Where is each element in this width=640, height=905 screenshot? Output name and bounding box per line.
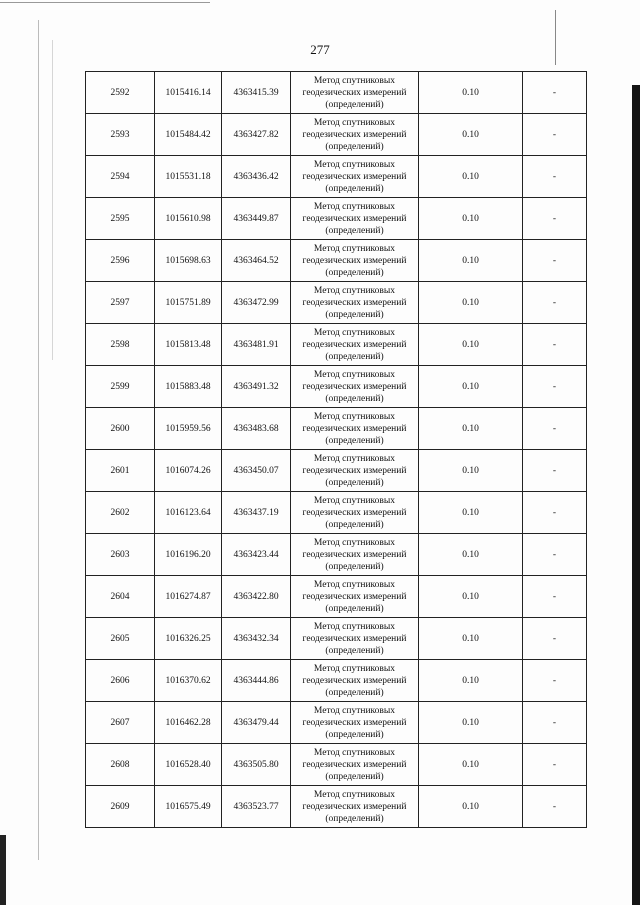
x-coordinate-cell: 1016274.87 (155, 576, 222, 618)
note-cell: - (523, 450, 587, 492)
method-cell (291, 576, 419, 618)
x-coordinate-cell: 1015813.48 (155, 324, 222, 366)
method-line: (определений) (325, 435, 384, 446)
point-number-cell: 2608 (86, 744, 155, 786)
point-number-cell: 2597 (86, 282, 155, 324)
method-line: (определений) (325, 519, 384, 530)
method-line: (определений) (325, 351, 384, 362)
method-line: Метод спутниковых (313, 453, 396, 464)
note-cell: - (523, 660, 587, 702)
y-coordinate-cell: 4363450.07 (222, 450, 291, 492)
method-cell (291, 366, 419, 408)
method-line: (определений) (325, 645, 384, 656)
point-number-cell: 2603 (86, 534, 155, 576)
coordinates-table-body (86, 72, 587, 828)
x-coordinate-cell: 1016462.28 (155, 702, 222, 744)
method-text (303, 75, 407, 111)
method-line: геодезических измерений (302, 87, 407, 98)
note-cell: - (523, 408, 587, 450)
method-cell (291, 618, 419, 660)
point-number-cell: 2592 (86, 72, 155, 114)
method-line: Метод спутниковых (313, 201, 396, 212)
method-line: (определений) (325, 267, 384, 278)
table-row (86, 240, 587, 282)
method-line: Метод спутниковых (313, 327, 396, 338)
table-row (86, 576, 587, 618)
method-line: Метод спутниковых (313, 621, 396, 632)
point-number-cell: 2604 (86, 576, 155, 618)
scan-artifact-left-line-secondary (52, 40, 53, 360)
method-cell (291, 324, 419, 366)
x-coordinate-cell: 1015531.18 (155, 156, 222, 198)
y-coordinate-cell: 4363464.52 (222, 240, 291, 282)
accuracy-cell: 0.10 (419, 156, 523, 198)
method-cell (291, 72, 419, 114)
note-cell: - (523, 786, 587, 828)
method-line: Метод спутниковых (313, 705, 396, 716)
method-text (303, 453, 407, 489)
method-line: Метод спутниковых (313, 117, 396, 128)
method-cell (291, 702, 419, 744)
method-text (303, 411, 407, 447)
method-line: Метод спутниковых (313, 285, 396, 296)
table-row (86, 324, 587, 366)
method-cell (291, 198, 419, 240)
method-cell (291, 240, 419, 282)
point-number-cell: 2596 (86, 240, 155, 282)
method-text (303, 537, 407, 573)
table-row (86, 744, 587, 786)
accuracy-cell: 0.10 (419, 240, 523, 282)
table-row (86, 534, 587, 576)
method-text (303, 579, 407, 615)
method-line: геодезических измерений (302, 213, 407, 224)
point-number-cell: 2594 (86, 156, 155, 198)
table-row (86, 114, 587, 156)
x-coordinate-cell: 1016528.40 (155, 744, 222, 786)
method-line: (определений) (325, 99, 384, 110)
coordinates-table (85, 71, 587, 828)
note-cell: - (523, 702, 587, 744)
x-coordinate-cell: 1016074.26 (155, 450, 222, 492)
accuracy-cell: 0.10 (419, 282, 523, 324)
y-coordinate-cell: 4363505.80 (222, 744, 291, 786)
method-line: (определений) (325, 393, 384, 404)
y-coordinate-cell: 4363479.44 (222, 702, 291, 744)
point-number-cell: 2595 (86, 198, 155, 240)
x-coordinate-cell: 1016326.25 (155, 618, 222, 660)
method-line: Метод спутниковых (313, 537, 396, 548)
accuracy-cell: 0.10 (419, 576, 523, 618)
point-number-cell: 2598 (86, 324, 155, 366)
accuracy-cell: 0.10 (419, 366, 523, 408)
note-cell: - (523, 114, 587, 156)
point-number-cell: 2609 (86, 786, 155, 828)
method-text (303, 663, 407, 699)
table-row (86, 198, 587, 240)
accuracy-cell: 0.10 (419, 618, 523, 660)
note-cell: - (523, 576, 587, 618)
method-text (303, 327, 407, 363)
method-line: геодезических измерений (302, 297, 407, 308)
method-line: Метод спутниковых (313, 747, 396, 758)
table-row (86, 72, 587, 114)
method-line: Метод спутниковых (313, 243, 396, 254)
table-row (86, 282, 587, 324)
note-cell: - (523, 618, 587, 660)
point-number-cell: 2606 (86, 660, 155, 702)
method-line: Метод спутниковых (313, 369, 396, 380)
y-coordinate-cell: 4363422.80 (222, 576, 291, 618)
method-line: (определений) (325, 603, 384, 614)
method-text (303, 495, 407, 531)
note-cell: - (523, 366, 587, 408)
method-line: геодезических измерений (302, 801, 407, 812)
method-text (303, 117, 407, 153)
x-coordinate-cell: 1016575.49 (155, 786, 222, 828)
x-coordinate-cell: 1015959.56 (155, 408, 222, 450)
scan-artifact-right-edge (632, 85, 640, 905)
table-row (86, 450, 587, 492)
accuracy-cell: 0.10 (419, 198, 523, 240)
y-coordinate-cell: 4363491.32 (222, 366, 291, 408)
method-line: (определений) (325, 141, 384, 152)
method-text (303, 285, 407, 321)
y-coordinate-cell: 4363436.42 (222, 156, 291, 198)
x-coordinate-cell: 1015883.48 (155, 366, 222, 408)
method-line: геодезических измерений (302, 129, 407, 140)
accuracy-cell: 0.10 (419, 114, 523, 156)
method-line: геодезических измерений (302, 717, 407, 728)
y-coordinate-cell: 4363444.86 (222, 660, 291, 702)
point-number-cell: 2599 (86, 366, 155, 408)
method-line: геодезических измерений (302, 171, 407, 182)
page-number: 277 (310, 42, 330, 57)
method-text (303, 159, 407, 195)
table-row (86, 156, 587, 198)
method-line: Метод спутниковых (313, 789, 396, 800)
method-line: (определений) (325, 477, 384, 488)
method-cell (291, 156, 419, 198)
method-line: геодезических измерений (302, 549, 407, 560)
table-row (86, 618, 587, 660)
method-line: геодезических измерений (302, 591, 407, 602)
method-line: Метод спутниковых (313, 663, 396, 674)
method-cell (291, 492, 419, 534)
scan-artifact-top-line (0, 2, 210, 3)
x-coordinate-cell: 1016196.20 (155, 534, 222, 576)
method-line: (определений) (325, 309, 384, 320)
method-line: геодезических измерений (302, 423, 407, 434)
method-text (303, 789, 407, 825)
method-line: геодезических измерений (302, 759, 407, 770)
method-line: (определений) (325, 771, 384, 782)
method-text (303, 621, 407, 657)
y-coordinate-cell: 4363472.99 (222, 282, 291, 324)
method-line: (определений) (325, 561, 384, 572)
table-row (86, 366, 587, 408)
method-text (303, 705, 407, 741)
x-coordinate-cell: 1016123.64 (155, 492, 222, 534)
method-line: геодезических измерений (302, 465, 407, 476)
y-coordinate-cell: 4363432.34 (222, 618, 291, 660)
method-cell (291, 408, 419, 450)
y-coordinate-cell: 4363483.68 (222, 408, 291, 450)
note-cell: - (523, 492, 587, 534)
method-cell (291, 450, 419, 492)
method-text (303, 243, 407, 279)
accuracy-cell: 0.10 (419, 324, 523, 366)
x-coordinate-cell: 1015484.42 (155, 114, 222, 156)
method-line: Метод спутниковых (313, 495, 396, 506)
x-coordinate-cell: 1015610.98 (155, 198, 222, 240)
scan-artifact-bottom-left (0, 835, 6, 905)
method-line: (определений) (325, 729, 384, 740)
point-number-cell: 2593 (86, 114, 155, 156)
y-coordinate-cell: 4363427.82 (222, 114, 291, 156)
note-cell: - (523, 72, 587, 114)
accuracy-cell: 0.10 (419, 492, 523, 534)
method-cell (291, 534, 419, 576)
accuracy-cell: 0.10 (419, 702, 523, 744)
x-coordinate-cell: 1016370.62 (155, 660, 222, 702)
method-line: Метод спутниковых (313, 159, 396, 170)
method-cell (291, 282, 419, 324)
table-row (86, 408, 587, 450)
accuracy-cell: 0.10 (419, 450, 523, 492)
y-coordinate-cell: 4363481.91 (222, 324, 291, 366)
table-row (86, 492, 587, 534)
method-cell (291, 744, 419, 786)
x-coordinate-cell: 1015751.89 (155, 282, 222, 324)
accuracy-cell: 0.10 (419, 786, 523, 828)
method-cell (291, 786, 419, 828)
note-cell: - (523, 282, 587, 324)
method-line: (определений) (325, 183, 384, 194)
method-text (303, 747, 407, 783)
y-coordinate-cell: 4363449.87 (222, 198, 291, 240)
y-coordinate-cell: 4363437.19 (222, 492, 291, 534)
method-line: Метод спутниковых (313, 579, 396, 590)
point-number-cell: 2601 (86, 450, 155, 492)
x-coordinate-cell: 1015698.63 (155, 240, 222, 282)
method-line: геодезических измерений (302, 675, 407, 686)
method-line: геодезических измерений (302, 255, 407, 266)
point-number-cell: 2602 (86, 492, 155, 534)
note-cell: - (523, 156, 587, 198)
table-row (86, 786, 587, 828)
accuracy-cell: 0.10 (419, 534, 523, 576)
note-cell: - (523, 744, 587, 786)
point-number-cell: 2605 (86, 618, 155, 660)
method-line: геодезических измерений (302, 339, 407, 350)
note-cell: - (523, 324, 587, 366)
method-text (303, 369, 407, 405)
method-cell (291, 114, 419, 156)
note-cell: - (523, 198, 587, 240)
method-line: геодезических измерений (302, 507, 407, 518)
method-line: (определений) (325, 687, 384, 698)
accuracy-cell: 0.10 (419, 72, 523, 114)
x-coordinate-cell: 1015416.14 (155, 72, 222, 114)
y-coordinate-cell: 4363415.39 (222, 72, 291, 114)
method-text (303, 201, 407, 237)
table-row (86, 660, 587, 702)
point-number-cell: 2607 (86, 702, 155, 744)
table-row (86, 702, 587, 744)
accuracy-cell: 0.10 (419, 744, 523, 786)
method-line: (определений) (325, 225, 384, 236)
note-cell: - (523, 240, 587, 282)
method-line: Метод спутниковых (313, 411, 396, 422)
note-cell: - (523, 534, 587, 576)
method-line: геодезических измерений (302, 381, 407, 392)
scan-artifact-left-line (38, 20, 39, 860)
method-line: геодезических измерений (302, 633, 407, 644)
y-coordinate-cell: 4363423.44 (222, 534, 291, 576)
method-cell (291, 660, 419, 702)
point-number-cell: 2600 (86, 408, 155, 450)
method-line: Метод спутниковых (313, 75, 396, 86)
y-coordinate-cell: 4363523.77 (222, 786, 291, 828)
accuracy-cell: 0.10 (419, 408, 523, 450)
method-line: (определений) (325, 813, 384, 824)
accuracy-cell: 0.10 (419, 660, 523, 702)
